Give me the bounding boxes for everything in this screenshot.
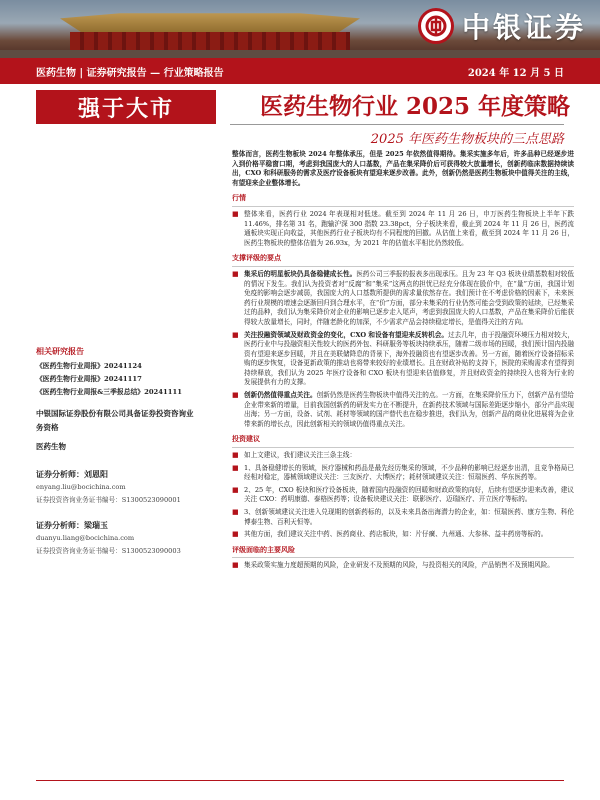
report-subheader bbox=[0, 58, 600, 84]
banner-steps-image bbox=[0, 50, 600, 58]
analyst-card bbox=[36, 519, 198, 558]
analyst-cert: 证券投资咨询业务证书编号：S1300523090001 bbox=[36, 496, 181, 504]
list-item bbox=[232, 391, 574, 429]
point-lead: 关注投融资领域及财政资金的变化，CXO 和设备有望迎来反转机会。 bbox=[244, 330, 449, 339]
bullet-icon: ■ bbox=[232, 330, 239, 339]
sidebar bbox=[36, 346, 198, 558]
bullet-icon: ■ bbox=[232, 530, 239, 539]
report-date: 2024 年 12 月 5 日 bbox=[467, 67, 564, 79]
section-heading-logic: 支撑评级的要点 bbox=[232, 253, 281, 263]
risk-text: 集采政策实施力度超预期的风险，企业研发不及预期的风险，与投资相关的风险，产品销售不及预期风险。 bbox=[244, 561, 554, 570]
section-divider bbox=[232, 206, 574, 207]
bullet-icon: ■ bbox=[232, 561, 239, 570]
section-heading-risk: 评级面临的主要风险 bbox=[232, 544, 295, 554]
point-text: 医药公司三季报的报表多出现承压。且为 23 年 Q3 板块业绩基数相对较低的情况下发生。我们认为投资者对“反腐”和“集采”这两点的担忧已经充分体现在股价中，在“量”方面，我国计划免疫的影响会逐步减弱，我国庞大的人口基数所提供的需求量依然存在。我们预计在不考虑价格的因素下，未来医药行业规模的增速会逐渐回归到合理水平，在“价”方面，部分未集采的行业仍然可能会受到政策的延续，已经集采过的品种，我们认为集采降价对企业的影响已逐步走入尾声，考虑到我国庞大的人口基数，产品在集采降价后能获得较大放量增长，同时，伴随老龄化的加深，不少需求产品会持续稳定增长，是值得关注的方向。 bbox=[244, 269, 574, 326]
section-divider bbox=[232, 266, 574, 267]
section-divider bbox=[232, 447, 574, 448]
analyst-name: 证券分析师：梁瑞玉 bbox=[36, 520, 108, 530]
brand-logo bbox=[418, 6, 586, 46]
related-report[interactable]: 《医药生物行业周报》20241124 bbox=[36, 362, 142, 370]
report-title: 医药生物行业 2025 年度策略 bbox=[259, 93, 570, 120]
bullet-icon: ■ bbox=[232, 209, 239, 218]
header-banner bbox=[0, 0, 600, 58]
list-item bbox=[232, 451, 574, 461]
analyst-card bbox=[36, 468, 198, 507]
point-text: 过去几年，由于投融资环境压力相对较大，医药行业中与投融资相关性较大的医药外包、科研服务等板块持续承压，随着二级市场的回暖，我们预计国内投融资有望迎来逐步回暖，并且在美联储降息的背景下，海外投融资也有望逐步改善。另一方面，随着医疗设备招标采购的逐步恢复，设备更新政策的推动也将带来较好的业绩增长。且在财政补贴的支持下，医院的采购需求有望得到持续释放，我们认为 2025 年医疗设备和 CXO 板块有望迎来估值修复，并且财政资金的持续投入也将为行业的发展提供有力的支撑。 bbox=[244, 330, 575, 387]
brand-name: 中银证券 bbox=[461, 11, 586, 44]
advice-item: 2、25 年，CXO 板块和医疗设备板块，随着国内投融资的回暖和财政政策的向好，后续有望逐步迎来改善，建议关注 CXO：药明康德、泰格医药等；设备板块建议关注：联影医疗、迈瑞医疗、开立医疗等标的。 bbox=[244, 485, 574, 504]
list-item bbox=[232, 486, 574, 505]
department: 医药生物 bbox=[36, 442, 66, 451]
bullet-icon: ■ bbox=[232, 451, 239, 460]
point-lead: 集采后的明星板块仍具备稳健成长性。 bbox=[244, 269, 357, 278]
banner-roof-image bbox=[60, 8, 360, 34]
footer-divider bbox=[36, 780, 564, 781]
analyst-email[interactable]: enyang.liu@bocichina.com bbox=[36, 483, 126, 491]
analyst-name: 证券分析师：刘恩阳 bbox=[36, 469, 108, 479]
point-lead: 创新仍然值得重点关注。 bbox=[244, 391, 317, 400]
section-divider bbox=[232, 557, 574, 558]
bullet-icon: ■ bbox=[232, 485, 239, 494]
advice-item: 3、创新领域建议关注进入兑现期的创新药标的，以及未来具备出海潜力的企业，如：恒瑞医药、康方生物、科伦博泰生物、百利天恒等。 bbox=[244, 508, 574, 526]
related-report[interactable]: 《医药生物行业周报&三季报总结》20241111 bbox=[36, 388, 182, 396]
point-text: 创新仍然是医药生物板块中值得关注的点。一方面，在集采降价压力下，创新产品有望给企业带来新的增量，目前我国创新药的研发实力在不断提升，在新药技术领域与国际差距逐步缩小，部分产品实现出海；另一方面，设备、试剂、耗材等领域的国产替代也在稳步推进，我们认为，创新产品的商业化进展将为企业带来新的增长点，因此创新相关的领域仍值得重点关注。 bbox=[244, 391, 575, 428]
summary-paragraph: 整体而言，医药生物板块 2024 年整体承压，但是 2025 年依然值得期待。集采实施多年后，许多品种已经逐步进入到价格平稳窗口期，考虑到我国庞大的人口基数，产品在集采降价后可获得较大放量增长，创新药临床数据持续读出，CXO 和科研服务的需求及医疗设备板块有望迎来逐步改善。此外，创新仍然是医药生物板块中值得关注的主线，有望迎来企业整体增长。 bbox=[232, 150, 574, 187]
list-item bbox=[232, 464, 574, 483]
advice-item: 其他方面，我们建议关注中药、医药商业、药店板块，如：片仔癀、九州通、大参林、益丰药房等标的。 bbox=[244, 530, 548, 539]
list-item bbox=[232, 210, 574, 248]
list-item bbox=[232, 508, 574, 527]
related-reports-heading: 相关研究报告 bbox=[36, 346, 84, 356]
company-name: 中银国际证券股份有限公司具备证券投资咨询业务资格 bbox=[36, 409, 194, 432]
advice-item: 1、具备稳健增长的领域，医疗器械和药品是最先经历集采的领域，不少品种的影响已经逐步出清，且竞争格局已经相对稳定，器械领域建议关注：三友医疗、大博医疗；耗材领域建议关注：恒瑞医药、华东医药等。 bbox=[244, 463, 574, 482]
bullet-icon: ■ bbox=[232, 463, 239, 472]
main-content bbox=[232, 150, 574, 574]
analyst-cert: 证券投资咨询业务证书编号：S1300523090003 bbox=[36, 547, 181, 555]
section-heading-advice: 投资建议 bbox=[232, 434, 260, 444]
list-item bbox=[232, 530, 574, 540]
market-text: 整体来看，医药行业 2024 年表现相对低迷。截至到 2024 年 11 月 26 日，申万医药生物板块上半年下跌 11.46%，排名第 31 名，跑输沪深 300 指数 23.38pct，分子板块来看，截止到 2024 年 11 月 26 日，医药流通板块实现正向收益，其他医药行业子板块均有不同程度的回撤。从估值上来看，截至到 2024 年 11 月 26 日，医药生物板块的整体估值为 26.93x，为 2021 年的估值水平相比仍然较低。 bbox=[244, 209, 574, 247]
bullet-icon: ■ bbox=[232, 269, 239, 278]
list-item bbox=[232, 561, 574, 571]
bullet-icon: ■ bbox=[232, 508, 239, 516]
report-category: 医药生物 | 证券研究报告 — 行业策略报告 bbox=[36, 67, 224, 79]
bullet-icon: ■ bbox=[232, 391, 239, 400]
advice-intro: 如上文建议，我们建议关注三条主线： bbox=[244, 451, 357, 460]
rating-badge: 强于大市 bbox=[36, 90, 216, 124]
related-report[interactable]: 《医药生物行业周报》20241117 bbox=[36, 375, 142, 383]
boc-logo-icon bbox=[418, 8, 454, 44]
section-heading-market: 行情 bbox=[232, 193, 246, 203]
title-divider bbox=[230, 124, 564, 125]
list-item bbox=[232, 331, 574, 389]
list-item bbox=[232, 270, 574, 328]
analyst-email[interactable]: duanyu.liang@bocichina.com bbox=[36, 534, 135, 542]
report-subtitle: 2025 年医药生物板块的三点思路 bbox=[370, 132, 564, 147]
